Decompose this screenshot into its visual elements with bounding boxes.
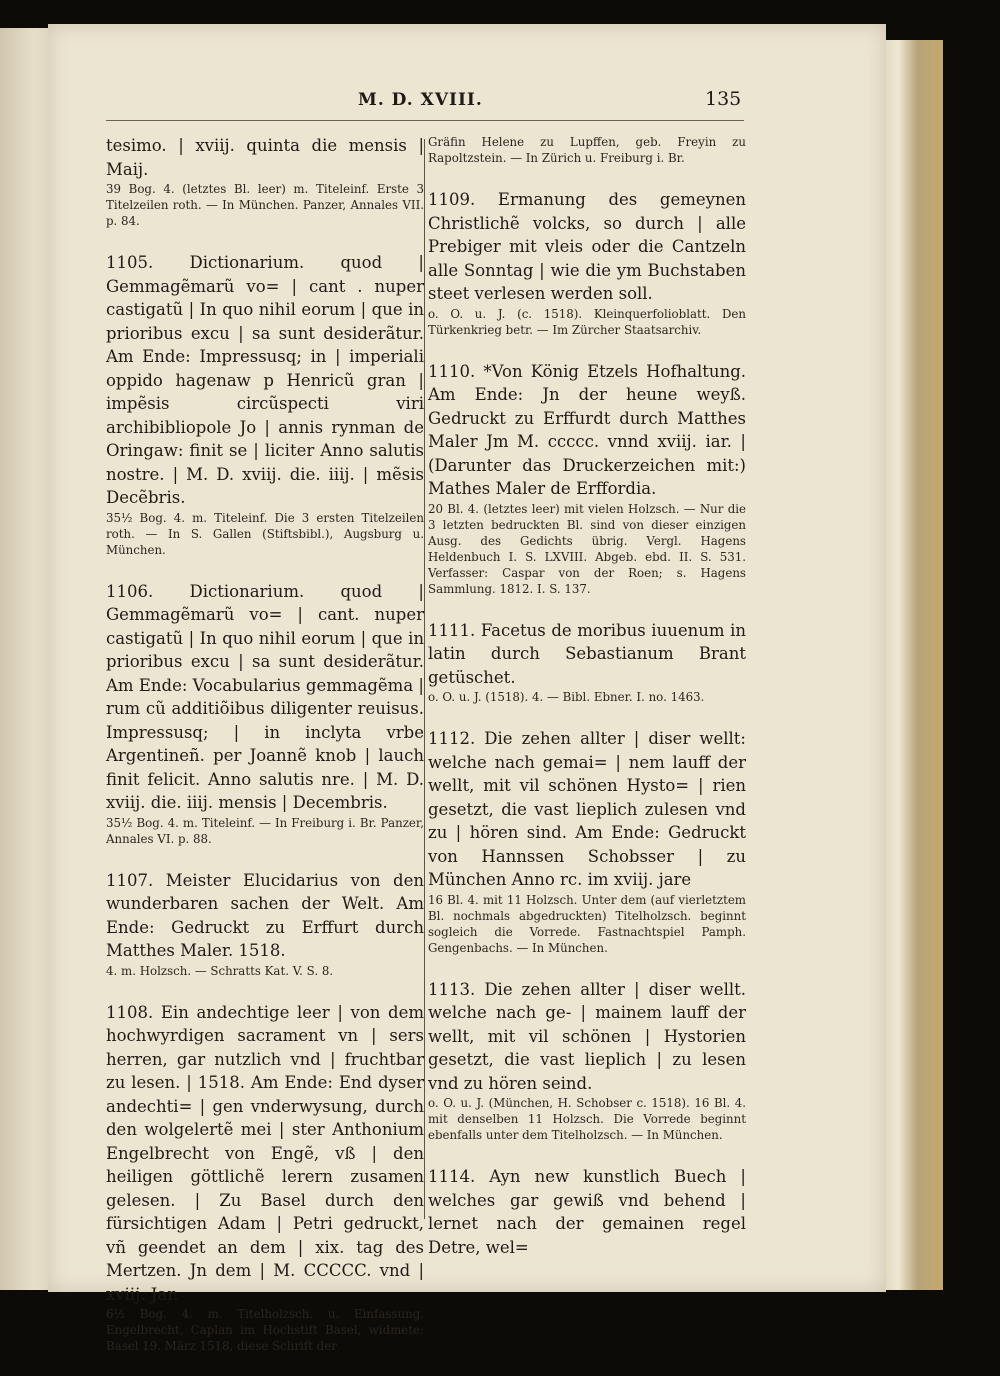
entry-note: o. O. u. J. (1518). 4. — Bibl. Ebner. I. no. 1463. <box>428 690 705 704</box>
entry <box>428 1165 746 1259</box>
entry-note: 20 Bl. 4. (letztes leer) mit vielen Holzsch. — Nur die 3 letzten bedruckten Bl. sind von dieser einzigen Ausg. des Gedichts übrig. Vergl. Hagens Heldenbuch I. S. LXVIII. Abgeb. ebd. II. S. 531. Verfasser: Caspar von der Roen; s. Hagens Sammlung. 1812. I. S. 137. <box>428 501 746 596</box>
column-divider <box>424 139 425 1219</box>
running-title: M. D. XVIII. <box>358 90 483 110</box>
entry-note: o. O. u. J. (München, H. Schobser c. 1518). 16 Bl. 4. mit denselben 11 Holzsch. Die Vorrede beginnt ebenfalls unter dem Titelholzsch. — In München. <box>428 1096 746 1142</box>
entry-title: 1111. Facetus de moribus iuuenum in latin durch Sebastianum Brant getüschet. <box>428 620 746 687</box>
entry-title: 1114. Ayn new kunstlich Buech | welches gar gewiß vnd behend | lernet nach der gemainen regel Detre, wel= <box>428 1167 746 1257</box>
entry-note: 4. m. Holzsch. — Schratts Kat. V. S. 8. <box>106 963 334 978</box>
entry-title: 1109. Ermanung des gemeynen Christlichẽ volcks, so durch | alle Prebiger mit vleis oder die Cantzeln alle Sonntag | wie die ym Buchstaben steet verlesen werden soll. <box>428 190 746 303</box>
entry-note: 6½ Bog. 4. m. Titelholzsch. u. Einfassung. Engelbrecht, Caplan im Hochstift Basel, widmete: Basel 19. März 1518, diese Schrift der <box>106 1307 424 1353</box>
entry <box>106 134 424 229</box>
entry-note: 35½ Bog. 4. m. Titeleinf. Die 3 ersten Titelzeilen roth. — In S. Gallen (Stiftsbibl.), Augsburg u. München. <box>106 510 424 557</box>
entry-title: 1105. Dictionarium. quod | Gemmagẽmarũ vo= | cant . nuper castigatũ | In quo nihil eorum | que in prioribus excu | sa sunt desiderãtur. Am Ende: Impressusq; in | imperiali oppido hagenaw p Henricũ gran | impẽsis circũspecti viri archibibliopole Jo | annis rynman de Oringaw: finit se | liciter Anno salutis nostre. | M. D. xviij. die. iiij. | mẽsis Decẽbris. <box>106 253 424 507</box>
entry <box>106 251 424 558</box>
entry <box>428 360 746 597</box>
entry-title: 1106. Dictionarium. quod | Gemmagẽmarũ vo= | cant. nuper castigatũ | In quo nihil eorum | que in prioribus excu | sa sunt desiderãtur. Am Ende: Vocabularius gemmagẽma | rum cũ additiõibus diligenter reuisus. Impressusq; | in inclyta vrbe Argentineñ. per Joannẽ knob | lauch finit felicit. Anno salutis nre. | M. D. xviij. die. iiij. mensis | Decembris. <box>106 581 424 812</box>
page-number: 135 <box>705 88 742 110</box>
entry-note: 16 Bl. 4. mit 11 Holzsch. Unter dem (auf vierletztem Bl. nochmals abgedruckten) Titelholzsch. beginnt sogleich die Vorrede. Fastnachtspiel Pamph. Gengenbachs. — In München. <box>428 892 746 955</box>
entry-note: 35½ Bog. 4. m. Titeleinf. — In Freiburg i. Br. Panzer, Annales VI. p. 88. <box>106 815 424 846</box>
right-column <box>428 134 746 1281</box>
entry-title: 1113. Die zehen allter | diser wellt. welche nach ge- | mainem lauff der wellt, mit vil schönen | Hystorien gesetzt, die vast lieplich | zu lesen vnd zu hören seind. <box>428 979 746 1093</box>
entry-title: 1107. Meister Elucidarius von den wunderbaren sachen der Welt. Am Ende: Gedruckt zu Erffurt durch Matthes Maler. 1518. <box>106 870 424 960</box>
entry <box>428 619 746 706</box>
entry <box>106 869 424 979</box>
entry-title: tesimo. | xviij. quinta die mensis | Maij. <box>106 136 424 179</box>
entry-note: 39 Bog. 4. (letztes Bl. leer) m. Titeleinf. Erste 3 Titelzeilen roth. — In München. Panzer, Annales VII. p. 84. <box>106 182 424 228</box>
entry <box>428 727 746 956</box>
entry-note: Gräfin Helene zu Lupffen, geb. Freyin zu Rapoltzstein. — In Zürich u. Freiburg i. Br. <box>428 135 746 165</box>
book-page <box>48 24 886 1353</box>
left-column <box>106 134 424 1376</box>
entry-title: 1110. *Von König Etzels Hofhaltung. Am Ende: Jn der heune weyß. Gedruckt zu Erffurdt durch Matthes Maler Jm M. ccccc. vnnd xviij. iar. | (Darunter das Druckerzeichen mit:) Mathes Maler de Erffordia. <box>428 361 746 498</box>
book-fore-edge <box>878 40 943 1290</box>
entry <box>106 580 424 847</box>
entry <box>428 188 746 338</box>
entry-note: o. O. u. J. (c. 1518). Kleinquerfolioblatt. Den Türkenkrieg betr. — Im Zürcher Staatsarchiv. <box>428 306 746 337</box>
entry <box>428 134 746 166</box>
page-header <box>48 90 886 120</box>
entry-title: 1112. Die zehen allter | diser wellt: welche nach gemai= | nem lauff der wellt, mit vil schönen Hysto= | rien gesetzt, die vast lieplich zulesen vnd zu | hören sind. Am Ende: Gedruckt von Hannssen Schobsser | zu München Anno rc. im xviij. jare <box>428 729 746 889</box>
entry <box>428 978 746 1144</box>
entry <box>106 1001 424 1355</box>
header-rule <box>106 120 744 121</box>
entry-title: 1108. Ein andechtige leer | von dem hochwyrdigen sacrament vn | sers herren, gar nutzlich vnd | fruchtbar zu lesen. | 1518. Am Ende: End dyser andechti= | gen vnderwysung, durch den wolgelertẽ mei | ster Anthonium Engelbrecht von Engẽ, vß | den heiligen göttlichẽ lerern zusamen gelesen. | Zu Basel durch den fürsichtigen Adam | Petri gedruckt, vñ geendet an dem | xix. tag des Mertzen. Jn dem | M. CCCCC. vnd | xviij. Jar. <box>106 1002 424 1304</box>
